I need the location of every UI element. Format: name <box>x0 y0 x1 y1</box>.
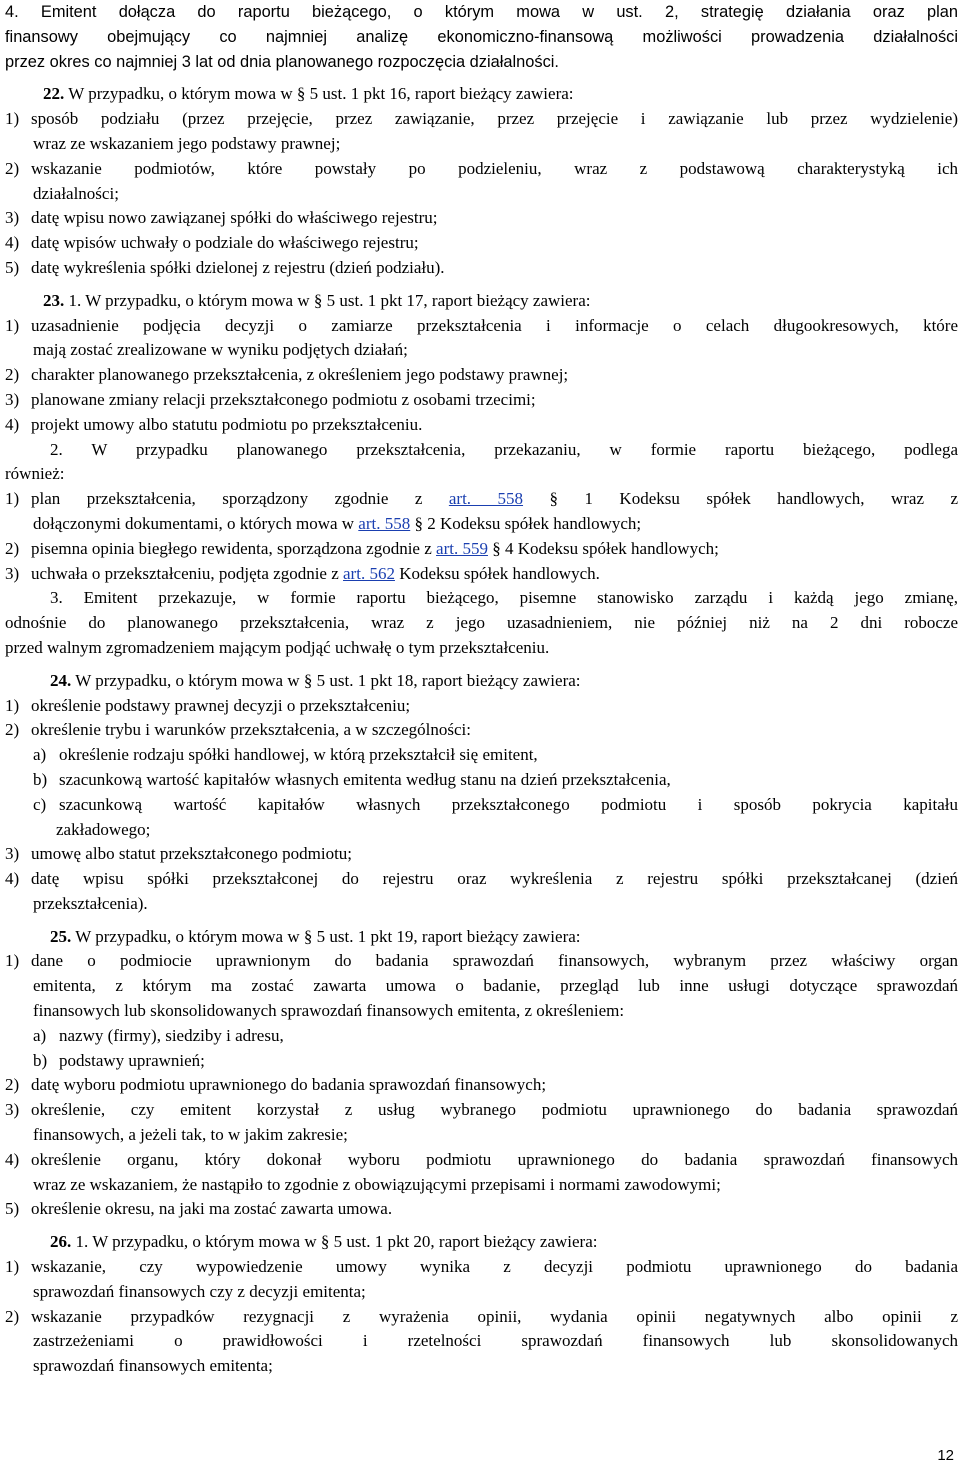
paragraph-line: 2. W przypadku planowanego przekształcenia, przekazaniu, w formie raportu bieżącego, podlega <box>50 439 958 459</box>
list-item <box>5 1073 958 1098</box>
item-text: § 1 Kodeksu spółek handlowych, wraz z <box>549 489 958 509</box>
item-text: umowę albo statut przekształconego podmiotu; <box>31 844 353 864</box>
item-text: dane o podmiocie uprawnionym do badania sprawozdań finansowych, wybranym przez właściwy organ <box>31 951 958 971</box>
item-label: 2) <box>5 365 20 385</box>
item-label: 1) <box>5 1257 20 1277</box>
item-text: projekt umowy albo statutu podmiotu po przekształceniu. <box>31 414 423 434</box>
list-item-cont: emitenta, z którym ma zostać zawarta umowa o badanie, przegląd lub inne usługi dotyczące sprawozdań <box>33 976 958 996</box>
art-559-link[interactable]: art. 559 <box>436 538 488 558</box>
list-item-cont: mają zostać zrealizowane w wyniku podjętych działań; <box>33 340 408 360</box>
item-label: b) <box>33 1050 48 1070</box>
item-text: określenie, czy emitent korzystał z usług wybranego podmiotu uprawnionego do badania sprawozdań <box>31 1100 958 1120</box>
item-label: 3) <box>5 208 20 228</box>
section-number: 24. <box>50 670 72 690</box>
list-item <box>5 949 958 974</box>
item-label: 1) <box>5 951 20 971</box>
item-label: 1) <box>5 695 20 715</box>
section-number: 25. <box>50 926 72 946</box>
item-label: 2) <box>5 720 20 740</box>
art-562-link[interactable]: art. 562 <box>343 563 395 583</box>
item-label: 4) <box>5 414 20 434</box>
list-item-cont: finansowych lub skonsolidowanych sprawozdań finansowych emitenta, z określeniem: <box>33 1001 625 1021</box>
item-label: a) <box>33 1025 47 1045</box>
item-label: 5) <box>5 1199 20 1219</box>
item-label: 4) <box>5 233 20 253</box>
item-label: 4) <box>5 869 20 889</box>
paragraph-line: 3. Emitent przekazuje, w formie raportu bieżącego, pisemne stanowisko zarządu i każdą jego zmianę, <box>50 588 958 608</box>
list-item <box>5 842 958 867</box>
item-text: datę wykreślenia spółki dzielonej z rejestru (dzień podziału). <box>31 257 445 277</box>
list-item-cont <box>5 512 958 537</box>
list-item-cont: finansowych, a jeżeli tak, to w jakim zakresie; <box>33 1125 348 1145</box>
list-item <box>5 537 958 562</box>
item-text: szacunkową wartość kapitałów własnych emitenta według stanu na dzień przekształcenia, <box>59 769 671 789</box>
list-item <box>5 388 958 413</box>
item-text: uchwała o przekształceniu, podjęta zgodnie z <box>31 563 339 583</box>
list-item <box>5 694 958 719</box>
section-25-heading <box>5 925 958 950</box>
list-item <box>5 562 958 587</box>
item-text: § 4 Kodeksu spółek handlowych; <box>492 538 719 558</box>
list-item <box>5 718 958 743</box>
art-558-link[interactable]: art. 558 <box>358 513 411 533</box>
item-text: planowane zmiany relacji przekształconego podmiotu z osobami trzecimi; <box>31 389 536 409</box>
item-text: plan przekształcenia, sporządzony zgodnie z <box>31 489 423 509</box>
section-24-heading <box>5 669 958 694</box>
item-text: określenie rodzaju spółki handlowej, w którą przekształcił się emitent, <box>59 745 538 765</box>
item-label: 4) <box>5 1149 20 1169</box>
sub-item <box>5 768 958 793</box>
item-text: wskazanie podmiotów, które powstały po podzieleniu, wraz z podstawową charakterystyką ich <box>31 158 958 178</box>
list-item-cont: wraz ze wskazaniem jego podstawy prawnej; <box>33 133 341 153</box>
list-item <box>5 256 958 281</box>
section-heading-text: 1. W przypadku, o którym mowa w § 5 ust. 1 pkt 17, raport bieżący zawiera: <box>68 290 591 310</box>
sub-item-cont: zakładowego; <box>56 819 151 839</box>
item-label: b) <box>33 769 48 789</box>
list-item-cont: sprawozdań finansowych czy z decyzji emitenta; <box>33 1281 366 1301</box>
sub-item <box>5 793 958 818</box>
intro-line: finansowy obejmujący co najmniej analizę ekonomiczno-finansową możliwości prowadzenia działalności <box>5 27 958 46</box>
document-page <box>5 0 958 1379</box>
item-label: 1) <box>5 489 20 509</box>
item-label: 1) <box>5 315 20 335</box>
list-item <box>5 867 958 892</box>
item-label: 5) <box>5 257 20 277</box>
section-23-heading <box>5 289 958 314</box>
list-item-cont: wraz ze wskazaniem, że nastąpiło to zgodnie z obowiązującymi przepisami i normami zawodowymi; <box>33 1174 721 1194</box>
list-item <box>5 231 958 256</box>
section-heading-text: 1. W przypadku, o którym mowa w § 5 ust. 1 pkt 20, raport bieżący zawiera: <box>75 1232 598 1252</box>
item-label: c) <box>33 794 47 814</box>
sub-item <box>5 743 958 768</box>
section-heading-text: W przypadku, o którym mowa w § 5 ust. 1 pkt 19, raport bieżący zawiera: <box>75 926 581 946</box>
list-item <box>5 413 958 438</box>
paragraph-line: również: <box>5 464 65 484</box>
section-heading-text: W przypadku, o którym mowa w § 5 ust. 1 pkt 18, raport bieżący zawiera: <box>75 670 581 690</box>
list-item <box>5 1148 958 1173</box>
sub-item <box>5 1049 958 1074</box>
section-22-heading <box>5 82 958 107</box>
section-26-heading <box>5 1230 958 1255</box>
section-number: 23. <box>43 290 65 310</box>
item-label: 3) <box>5 1100 20 1120</box>
item-label: 2) <box>5 538 20 558</box>
paragraph-line: przed walnym zgromadzeniem mającym podjąć uchwałę o tym przekształceniu. <box>5 637 550 657</box>
list-item <box>5 1098 958 1123</box>
list-item <box>5 107 958 132</box>
item-label: 2) <box>5 158 20 178</box>
item-label: 3) <box>5 844 20 864</box>
sub-item <box>5 1024 958 1049</box>
list-item <box>5 1255 958 1280</box>
item-text: określenie organu, który dokonał wyboru podmiotu uprawnionego do badania sprawozdań finansowych <box>31 1149 958 1169</box>
item-text: określenie podstawy prawnej decyzji o przekształceniu; <box>31 695 411 715</box>
list-item-cont: zastrzeżeniami o prawidłowości i rzetelności sprawozdań finansowych lub skonsolidowanych <box>33 1331 958 1351</box>
item-text: § 2 Kodeksu spółek handlowych; <box>414 513 642 533</box>
item-text: Kodeksu spółek handlowych. <box>399 563 600 583</box>
item-text: podstawy uprawnień; <box>59 1050 205 1070</box>
item-text: nazwy (firmy), siedziby i adresu, <box>59 1025 284 1045</box>
section-number: 22. <box>43 84 65 104</box>
item-label: 1) <box>5 109 20 129</box>
list-item <box>5 363 958 388</box>
item-text: wskazanie, czy wypowiedzenie umowy wynika z decyzji podmiotu uprawnionego do badania <box>31 1257 958 1277</box>
item-text: określenie okresu, na jaki ma zostać zawarta umowa. <box>31 1199 393 1219</box>
list-item <box>5 487 958 512</box>
item-text: datę wyboru podmiotu uprawnionego do badania sprawozdań finansowych; <box>31 1075 547 1095</box>
item-text: wskazanie przypadków rezygnacji z wyrażenia opinii, wydania opinii negatywnych albo opinii z <box>31 1306 958 1326</box>
item-text: charakter planowanego przekształcenia, z określeniem jego podstawy prawnej; <box>31 365 569 385</box>
list-item <box>5 314 958 339</box>
item-text: datę wpisu spółki przekształconej do rejestru oraz wykreślenia z rejestru spółki przekształcanej (dzień <box>31 869 958 889</box>
item-text: szacunkową wartość kapitałów własnych przekształconego podmiotu i sposób pokrycia kapitału <box>59 794 958 814</box>
item-label: a) <box>33 745 47 765</box>
item-text: dołączonymi dokumentami, o których mowa w <box>33 513 355 533</box>
item-text: uzasadnienie podjęcia decyzji o zamiarze przekształcenia i informacje o celach długookresowych, które <box>31 315 958 335</box>
item-text: datę wpisów uchwały o podziale do właściwego rejestru; <box>31 233 419 253</box>
intro-line: 4. Emitent dołącza do raportu bieżącego, o którym mowa w ust. 2, strategię działania oraz plan <box>5 3 958 21</box>
page-number: 12 <box>937 1447 954 1464</box>
list-item-cont: działalności; <box>33 183 119 203</box>
list-item-cont: sprawozdań finansowych emitenta; <box>33 1356 273 1376</box>
item-label: 3) <box>5 563 20 583</box>
art-558-link[interactable]: art. 558 <box>448 489 524 509</box>
item-text: sposób podziału (przez przejęcie, przez zawiązanie, przez przejęcie i zawiązanie lub przez wydzielenie) <box>31 109 958 129</box>
list-item <box>5 1305 958 1330</box>
paragraph-line: odnośnie do planowanego przekształcenia, wraz z jego uzasadnieniem, nie później niż na 2 dni robocze <box>5 613 958 633</box>
item-text: pisemna opinia biegłego rewidenta, sporządzona zgodnie z <box>31 538 432 558</box>
item-label: 3) <box>5 389 20 409</box>
intro-line: przez okres co najmniej 3 lat od dnia planowanego rozpoczęcia działalności. <box>5 52 559 71</box>
list-item-cont: przekształcenia). <box>33 893 148 913</box>
section-number: 26. <box>50 1232 72 1252</box>
item-label: 2) <box>5 1306 20 1326</box>
list-item <box>5 1197 958 1222</box>
list-item <box>5 206 958 231</box>
section-heading-text: W przypadku, o którym mowa w § 5 ust. 1 pkt 16, raport bieżący zawiera: <box>68 84 574 104</box>
item-text: określenie trybu i warunków przekształcenia, a w szczególności: <box>31 720 471 740</box>
item-label: 2) <box>5 1075 20 1095</box>
list-item <box>5 157 958 182</box>
item-text: datę wpisu nowo zawiązanej spółki do właściwego rejestru; <box>31 208 438 228</box>
